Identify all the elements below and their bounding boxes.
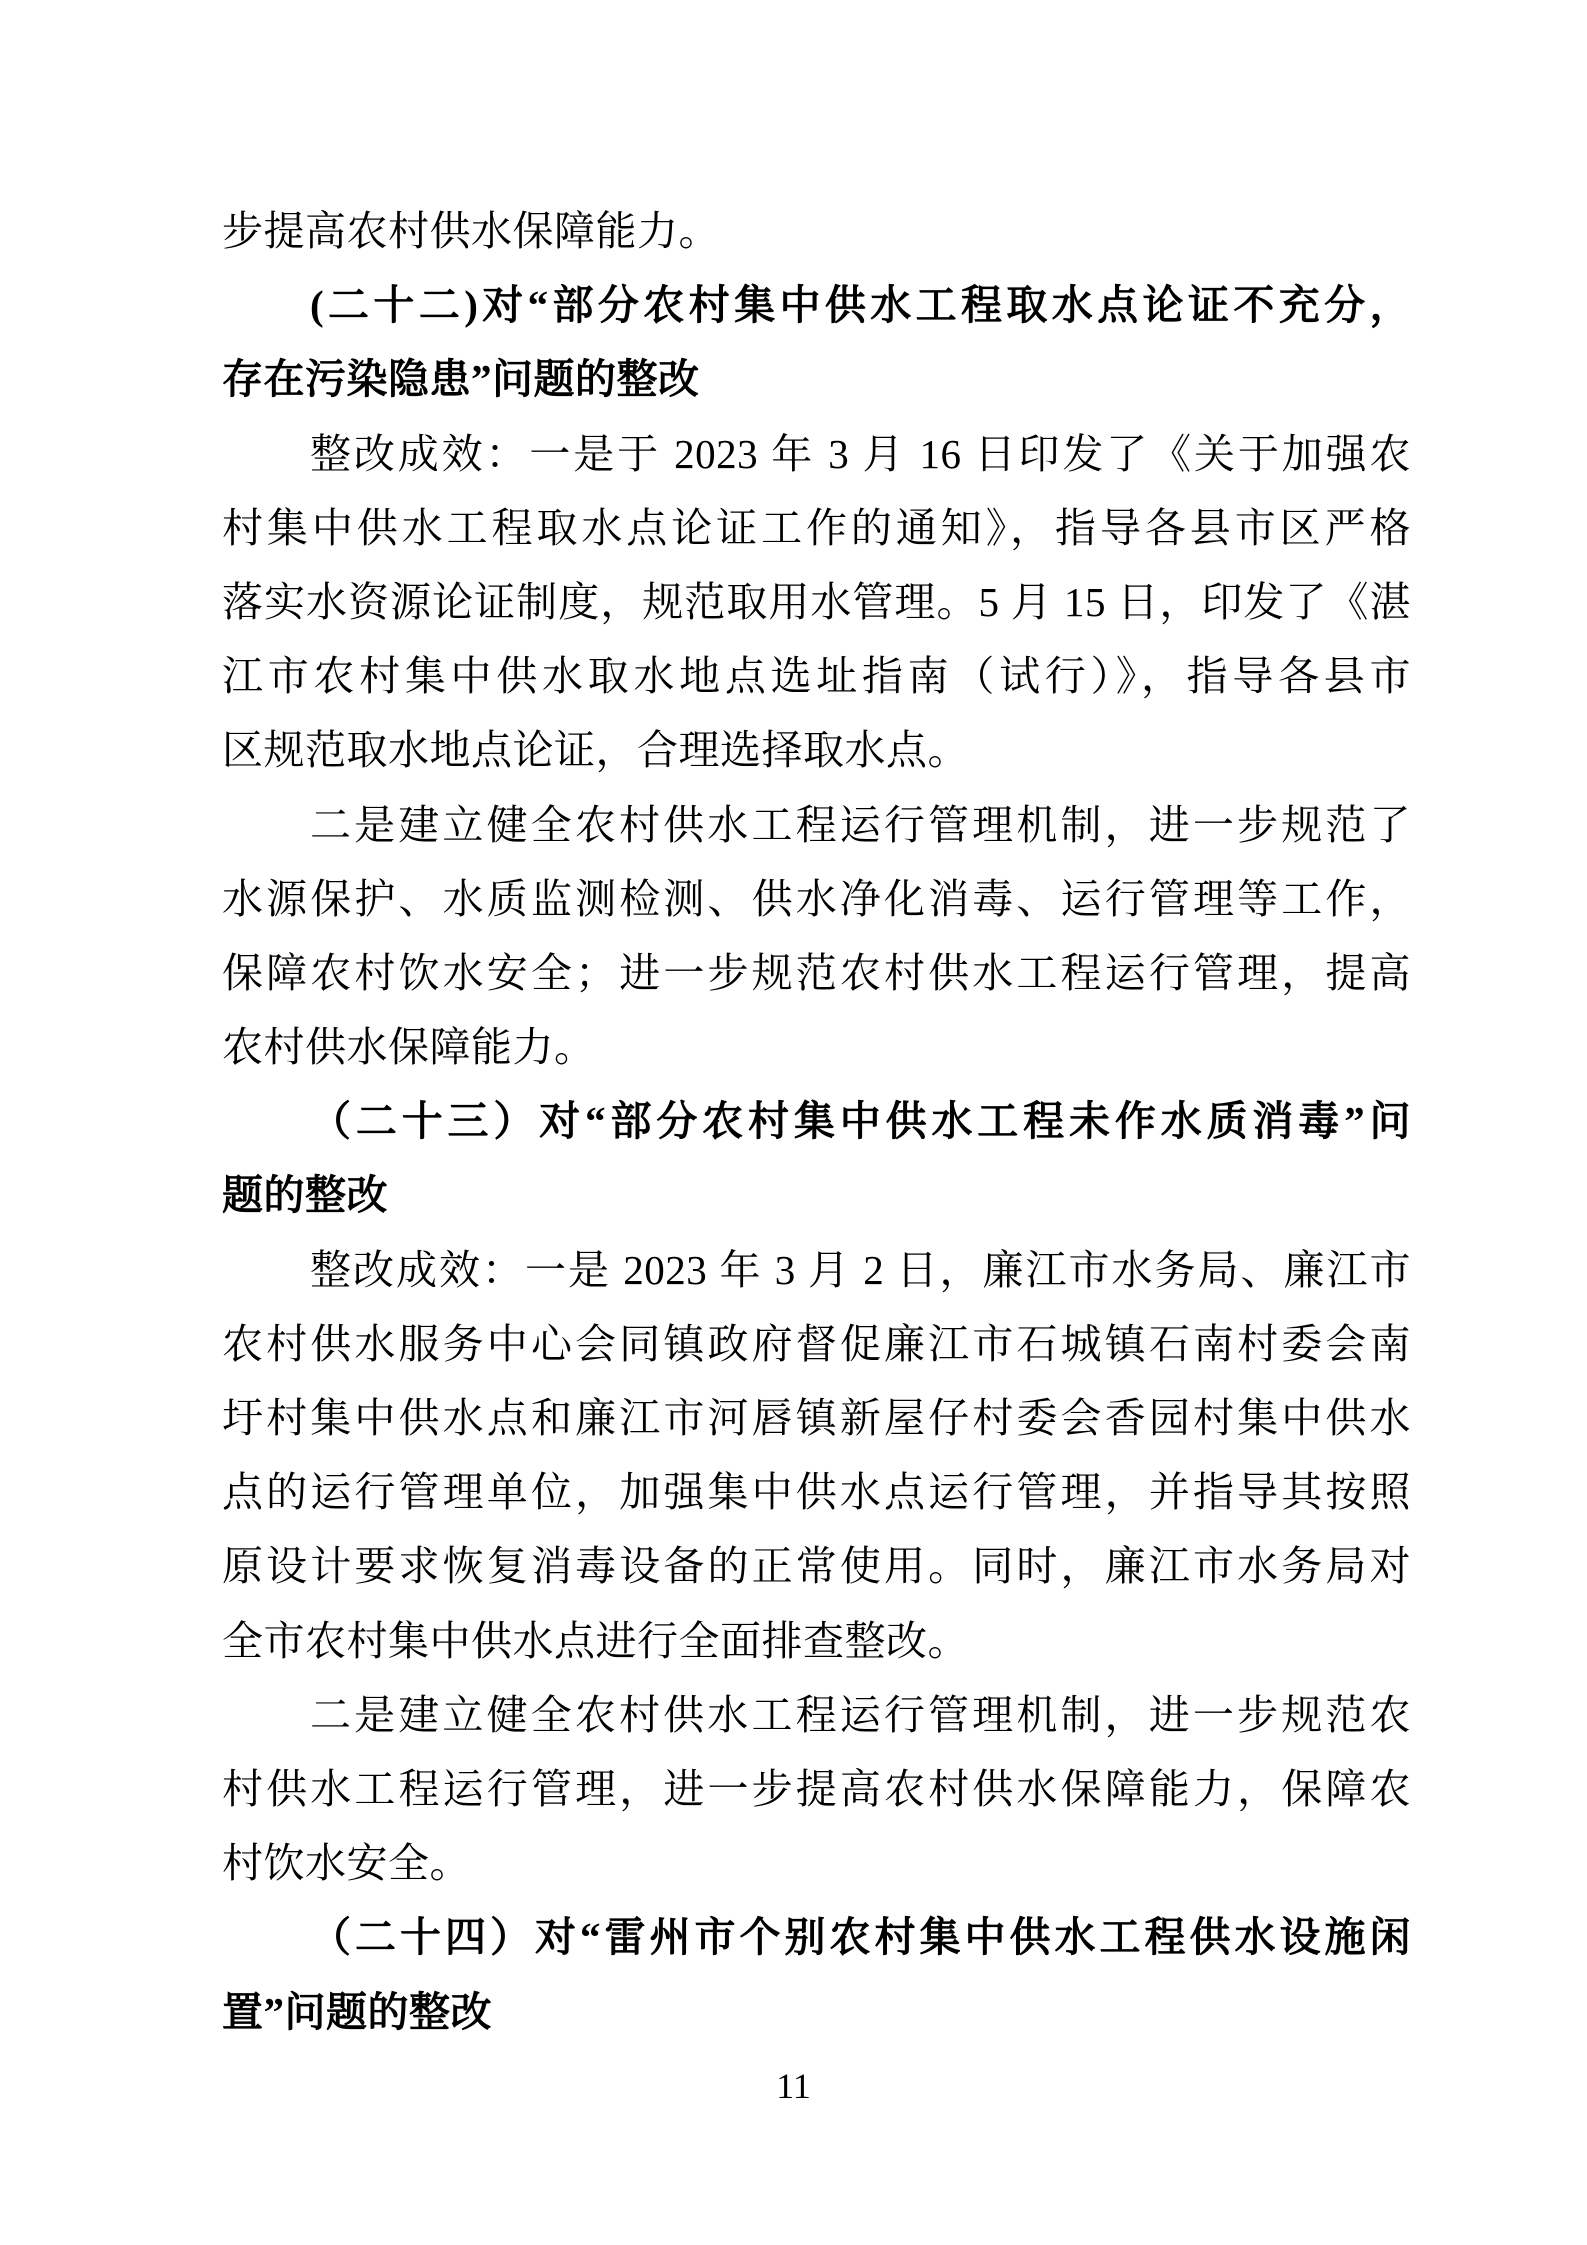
body-text-line: 区规范取水地点论证，合理选择取水点。 xyxy=(222,727,969,774)
body-text-line: 江市农村集中供水取水地点选址指南（试行）》，指导各县市 xyxy=(222,653,1411,700)
body-text-line: 二是建立健全农村供水工程运行管理机制，进一步规范了 xyxy=(310,801,1411,848)
body-text-line: 整改成效：一是于 2023 年 3 月 16 日印发了《关于加强农 xyxy=(310,430,1411,477)
body-text-line: 全市农村集中供水点进行全面排查整改。 xyxy=(222,1617,969,1664)
section-heading-line: （二十三）对“部分农村集中供水工程未作水质消毒”问 xyxy=(310,1098,1411,1145)
body-text-line: 二是建立健全农村供水工程运行管理机制，进一步规范农 xyxy=(310,1691,1411,1738)
body-text-line: 原设计要求恢复消毒设备的正常使用。同时，廉江市水务局对 xyxy=(222,1543,1411,1590)
body-text-line: 落实水资源论证制度，规范取用水管理。5 月 15 日，印发了《湛 xyxy=(222,578,1411,625)
body-text-line: 圩村集中供水点和廉江市河唇镇新屋仔村委会香园村集中供水 xyxy=(222,1395,1411,1441)
body-text-line: 水源保护、水质监测检测、供水净化消毒、运行管理等工作， xyxy=(222,875,1411,922)
body-text-line: 农村供水服务中心会同镇政府督促廉江市石城镇石南村委会南 xyxy=(222,1320,1411,1367)
body-text-line: 村集中供水工程取水点论证工作的通知》，指导各县市区严格 xyxy=(222,504,1411,551)
section-heading-line: 题的整改 xyxy=(222,1172,388,1219)
body-text-line: 保障农村饮水安全；进一步规范农村供水工程运行管理，提高 xyxy=(222,949,1411,996)
section-heading-line: (二十二)对“部分农村集中供水工程取水点论证不充分， xyxy=(310,282,1411,329)
body-text-line: 村饮水安全。 xyxy=(222,1840,471,1887)
body-text-line: 点的运行管理单位，加强集中供水点运行管理，并指导其按照 xyxy=(222,1469,1411,1516)
section-heading-line: 存在污染隐患”问题的整改 xyxy=(222,356,700,403)
body-text-line: 农村供水保障能力。 xyxy=(222,1024,596,1071)
section-heading-line: （二十四）对“雷州市个别农村集中供水工程供水设施闲 xyxy=(310,1914,1411,1961)
document-text-block xyxy=(222,194,1411,2049)
section-heading-line: 置”问题的整改 xyxy=(222,1988,492,2035)
body-text-line: 村供水工程运行管理，进一步提高农村供水保障能力，保障农 xyxy=(222,1765,1411,1812)
body-text-line: 整改成效：一是 2023 年 3 月 2 日，廉江市水务局、廉江市 xyxy=(310,1246,1411,1293)
page-number: 11 xyxy=(776,2066,811,2106)
body-text-line: 步提高农村供水保障能力。 xyxy=(222,208,720,254)
